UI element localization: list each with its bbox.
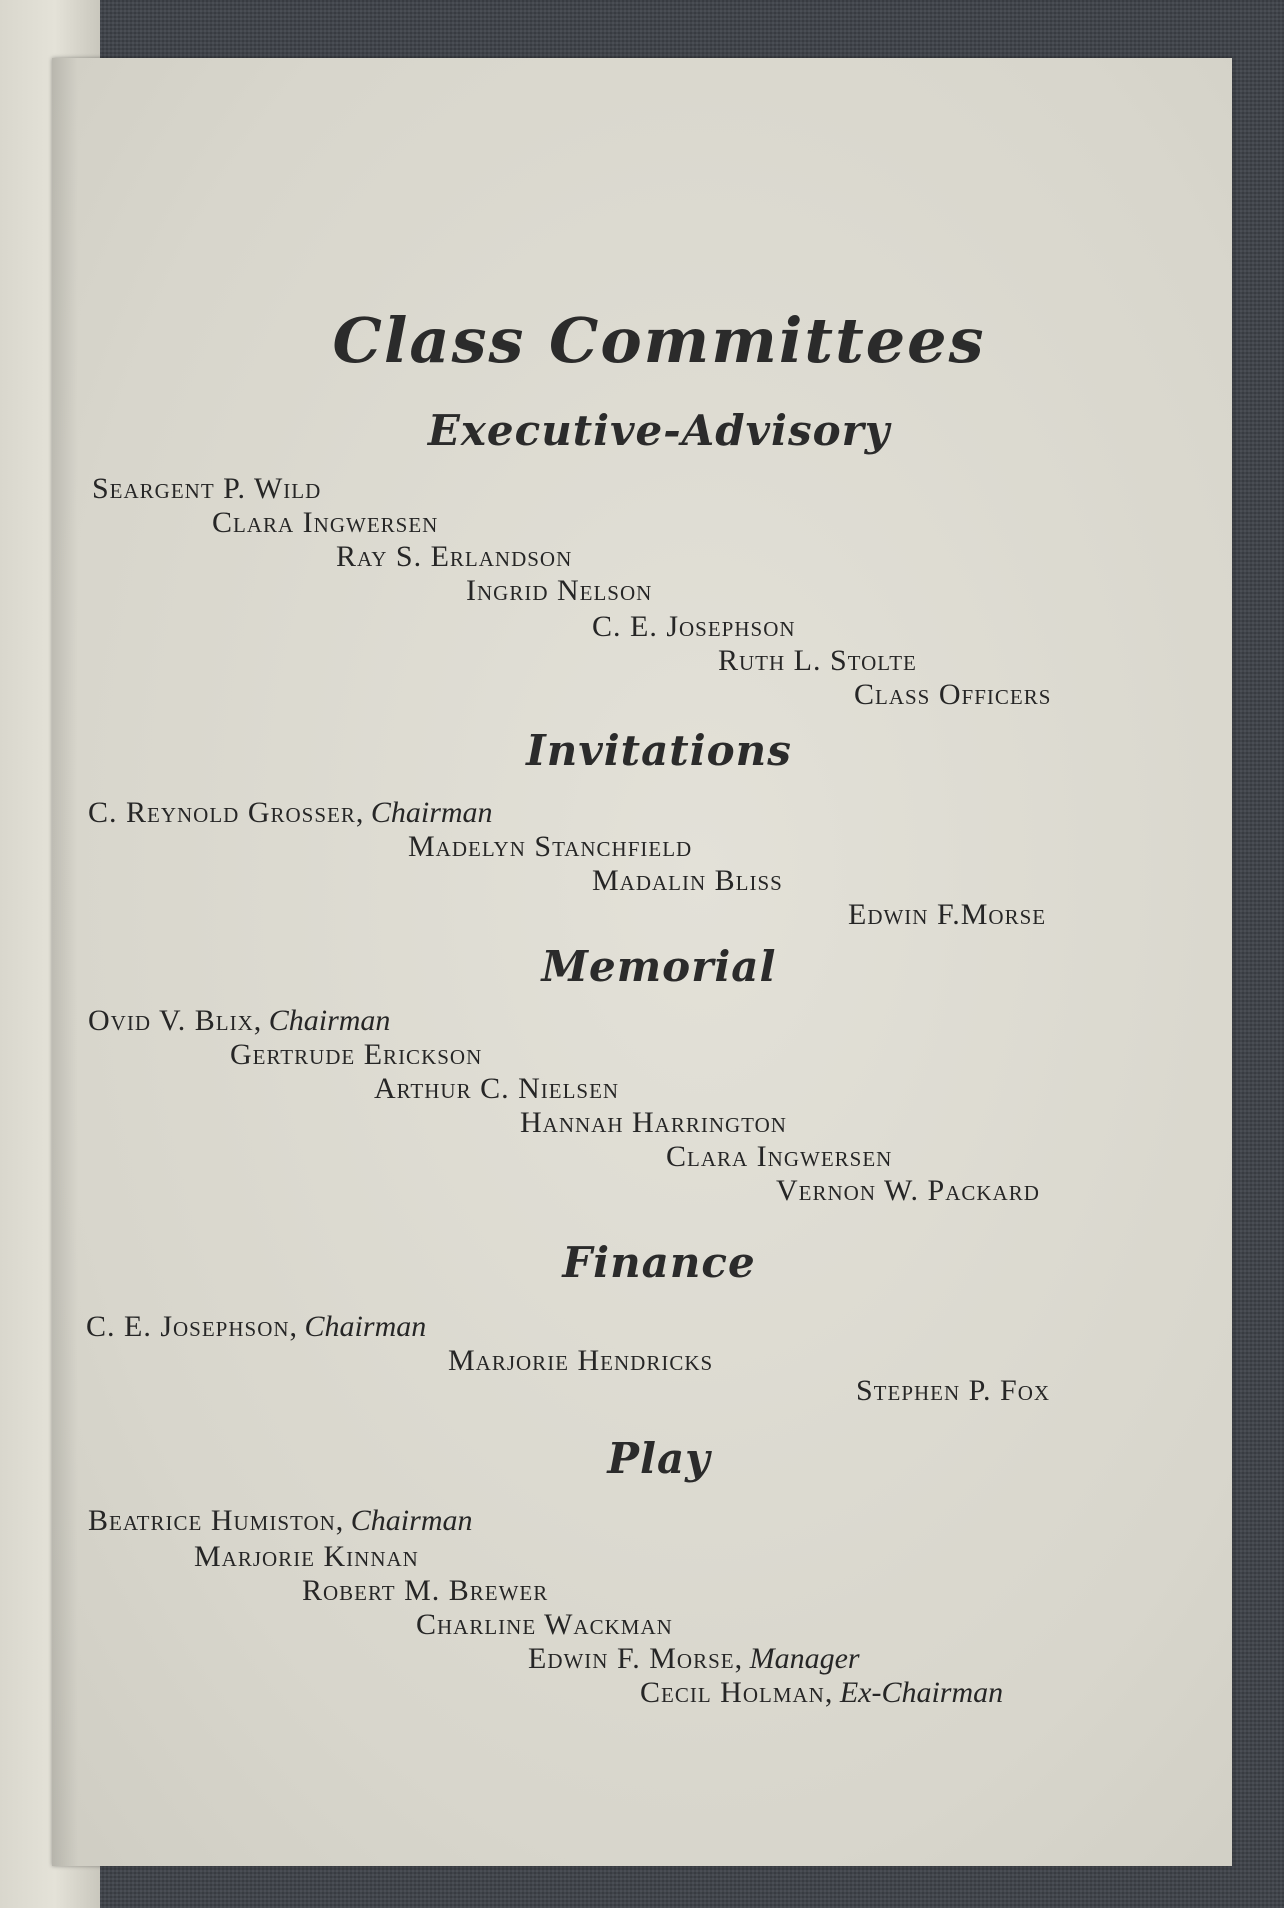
member-name: Edwin F. Morse bbox=[528, 1642, 735, 1675]
program-page bbox=[52, 58, 1232, 1866]
page-gutter-shadow bbox=[52, 58, 78, 1866]
member-name: Vernon W. Packard bbox=[776, 1174, 1040, 1207]
member-entry: C. E. Josephson, Chairman bbox=[86, 1310, 427, 1343]
member-name: Clara Ingwersen bbox=[212, 506, 439, 539]
member-name: Clara Ingwersen bbox=[666, 1140, 893, 1173]
section-heading-finance: Finance bbox=[562, 1238, 756, 1287]
member-name: Seargent P. Wild bbox=[92, 472, 322, 505]
member-entry: Cecil Holman, Ex-Chairman bbox=[640, 1676, 1004, 1709]
member-name: Marjorie Kinnan bbox=[194, 1540, 419, 1573]
member-name: Arthur C. Nielsen bbox=[374, 1072, 620, 1105]
member-name: Edwin F.Morse bbox=[848, 898, 1047, 931]
member-name: Hannah Harrington bbox=[520, 1106, 787, 1139]
member-name: C. Reynold Grosser bbox=[88, 796, 356, 829]
member-entry: Ovid V. Blix, Chairman bbox=[88, 1004, 391, 1037]
member-role: Ex-Chairman bbox=[839, 1676, 1004, 1709]
member-name: Ruth L. Stolte bbox=[718, 644, 917, 677]
section-heading-executive-advisory: Executive-Advisory bbox=[427, 406, 891, 455]
member-name: C. E. Josephson bbox=[592, 610, 796, 643]
member-name: Ingrid Nelson bbox=[466, 574, 653, 607]
member-name: Madalin Bliss bbox=[592, 864, 783, 897]
member-name: Madelyn Stanchfield bbox=[408, 830, 693, 863]
section-heading-invitations: Invitations bbox=[526, 726, 792, 775]
member-entry: Beatrice Humiston, Chairman bbox=[88, 1504, 473, 1537]
section-heading-memorial: Memorial bbox=[541, 942, 777, 991]
member-name: Ovid V. Blix bbox=[88, 1004, 254, 1037]
member-name: Marjorie Hendricks bbox=[448, 1344, 714, 1377]
member-name: Cecil Holman bbox=[640, 1676, 825, 1709]
member-name: C. E. Josephson bbox=[86, 1310, 290, 1343]
member-name: Charline Wackman bbox=[416, 1608, 673, 1641]
section-heading-play: Play bbox=[607, 1434, 711, 1483]
member-name: Stephen P. Fox bbox=[856, 1374, 1051, 1407]
member-name: Class Officers bbox=[854, 678, 1052, 711]
page-title: Class Committees bbox=[332, 304, 986, 377]
member-name: Robert M. Brewer bbox=[302, 1574, 549, 1607]
member-role: Chairman bbox=[268, 1004, 391, 1037]
member-entry: Edwin F. Morse, Manager bbox=[528, 1642, 860, 1675]
member-name: Ray S. Erlandson bbox=[336, 540, 573, 573]
member-role: Manager bbox=[749, 1642, 860, 1675]
member-name: Gertrude Erickson bbox=[230, 1038, 483, 1071]
member-role: Chairman bbox=[304, 1310, 427, 1343]
member-entry: C. Reynold Grosser, Chairman bbox=[88, 796, 493, 829]
member-role: Chairman bbox=[370, 796, 493, 829]
member-role: Chairman bbox=[350, 1504, 473, 1537]
member-name: Beatrice Humiston bbox=[88, 1504, 336, 1537]
